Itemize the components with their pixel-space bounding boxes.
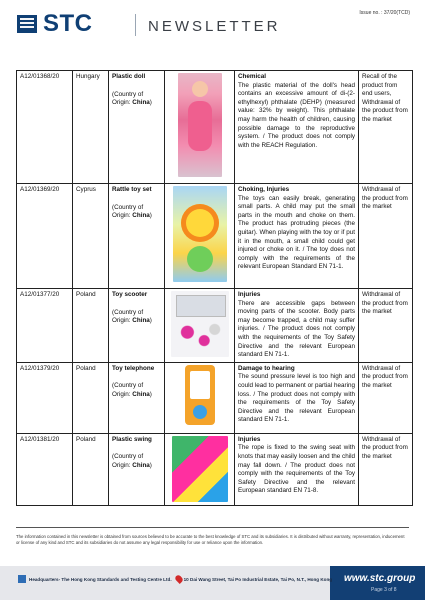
country-of-origin: (Country of Origin: China) [112, 203, 152, 220]
stc-logo-icon [17, 15, 37, 33]
country-of-origin: (Country of Origin: China) [112, 453, 152, 469]
product-cell [109, 362, 165, 433]
risk-cell [235, 289, 359, 363]
website-link[interactable]: www.stc.group [344, 573, 416, 584]
notifying-country: Cyprus [73, 184, 109, 289]
issue-number: Issue no. : 37/20(TCD) [359, 10, 410, 16]
risk-type: Injuries [238, 435, 261, 443]
product-cell [109, 433, 165, 505]
location-pin-icon [174, 574, 184, 584]
measures-taken: Withdrawal of the product from the market [359, 289, 413, 363]
risk-type: Injuries [238, 291, 261, 298]
product-photo [178, 73, 222, 177]
risk-description: The toys can easily break, generating small parts. A child may put the small parts in the mouth and choke on them. The product has protruding pieces (the guitar). When playing with the toy or if put it in the mouth, a small child could get injured or choke on it. / The toy does not comply with the requirements of the relevant European Standard EN 71-1. [238, 194, 355, 271]
country-of-origin: (Country of Origin: China) [112, 382, 152, 398]
table-row [17, 433, 413, 505]
risk-cell [235, 433, 359, 505]
footer-divider [16, 527, 409, 528]
risk-cell [235, 71, 359, 184]
risk-type: Chemical [238, 73, 266, 80]
risk-cell [235, 362, 359, 433]
product-photo-cell [165, 433, 235, 505]
table-row [17, 289, 413, 363]
notifying-country: Poland [73, 362, 109, 433]
headquarters-info [18, 575, 332, 583]
product-photo [171, 291, 229, 357]
measures-taken: Recall of the product from end users, Withdrawal of the product from the market [359, 71, 413, 184]
risk-description: The sound pressure level is too high and could lead to permanent or partial hearing loss. / The product does not comply with the requirements of the Toy Safety Directive and the relevant European standard EN 71-1. [238, 373, 355, 424]
brand-name: STC [43, 10, 93, 37]
product-photo [172, 436, 228, 502]
measures-taken: Withdrawal of the product from the market [359, 433, 413, 505]
risk-type: Damage to hearing [238, 364, 295, 372]
measures-taken: Withdrawal of the product from the market [359, 362, 413, 433]
product-name: Rattle toy set [112, 186, 152, 193]
product-photo-cell [165, 289, 235, 363]
reference-number: A12/01369/20 [17, 184, 73, 289]
product-name: Plastic doll [112, 73, 146, 80]
reference-number: A12/01381/20 [17, 433, 73, 505]
recall-table [16, 70, 413, 506]
notifying-country: Hungary [73, 71, 109, 184]
notifying-country: Poland [73, 433, 109, 505]
table-row [17, 71, 413, 184]
building-icon [18, 575, 26, 583]
product-photo [173, 186, 227, 282]
product-photo-cell [165, 184, 235, 289]
stc-logo [17, 12, 93, 36]
measures-taken: Withdrawal of the product from the market [359, 184, 413, 289]
product-name: Plastic swing [112, 435, 152, 443]
disclaimer-text: The information contained in this newsletter is obtained from sources believed to be accurate to the best knowledge of STC and its subsidiaries. It is distributed without warranty, representation, inducement or license of any kind and STC and its subsidiaries do not assume any legal responsibility for use or reliance upon the information. [16, 534, 405, 545]
product-cell [109, 184, 165, 289]
risk-description: There are accessible gaps between moving parts of the scooter. Body parts may become trapped, a child may suffer injuries. / The product does not comply with the requirements of the Toy Safety Directive and the relevant European standard EN 71-1. [238, 299, 355, 359]
headquarters-company: - The Hong Kong Standards and Testing Centre Ltd. [58, 576, 172, 582]
header-divider [135, 14, 136, 36]
page-number: Page 3 of 8 [371, 587, 397, 593]
headquarters-label: Headquarters [29, 576, 59, 582]
notifying-country: Poland [73, 289, 109, 363]
page-header [0, 0, 425, 54]
product-photo [185, 365, 215, 425]
country-of-origin: (Country of Origin: China) [112, 90, 152, 107]
newsletter-title: NEWSLETTER [148, 18, 281, 35]
product-photo-cell [165, 71, 235, 184]
country-of-origin: (Country of Origin: China) [112, 308, 152, 325]
table-row [17, 362, 413, 433]
risk-description: The rope is fixed to the swing seat with knots that may easily loosen and the child may fall down. / The product does not comply with the requirements of the Toy Safety Directive and the relevant European standard EN 71-8. [238, 444, 355, 495]
product-name: Toy scooter [112, 291, 148, 298]
table-row [17, 184, 413, 289]
product-photo-cell [165, 362, 235, 433]
reference-number: A12/01379/20 [17, 362, 73, 433]
reference-number: A12/01368/20 [17, 71, 73, 184]
risk-cell [235, 184, 359, 289]
reference-number: A12/01377/20 [17, 289, 73, 363]
risk-description: The plastic material of the doll's head contains an excessive amount of di-(2-ethylhexyl) phthalate (DEHP) (measured value: 32% by weight). This phthalate may harm the health of children, causing possible damage to the reproductive system. / The product does not comply with the REACH Regulation. [238, 81, 355, 149]
headquarters-address: 10 Dai Wang Street, Tai Po Industrial Estate, Tai Po, N.T., Hong Kong [183, 576, 333, 582]
product-cell [109, 289, 165, 363]
risk-type: Choking, Injuries [238, 186, 290, 193]
product-cell [109, 71, 165, 184]
product-name: Toy telephone [112, 364, 155, 372]
